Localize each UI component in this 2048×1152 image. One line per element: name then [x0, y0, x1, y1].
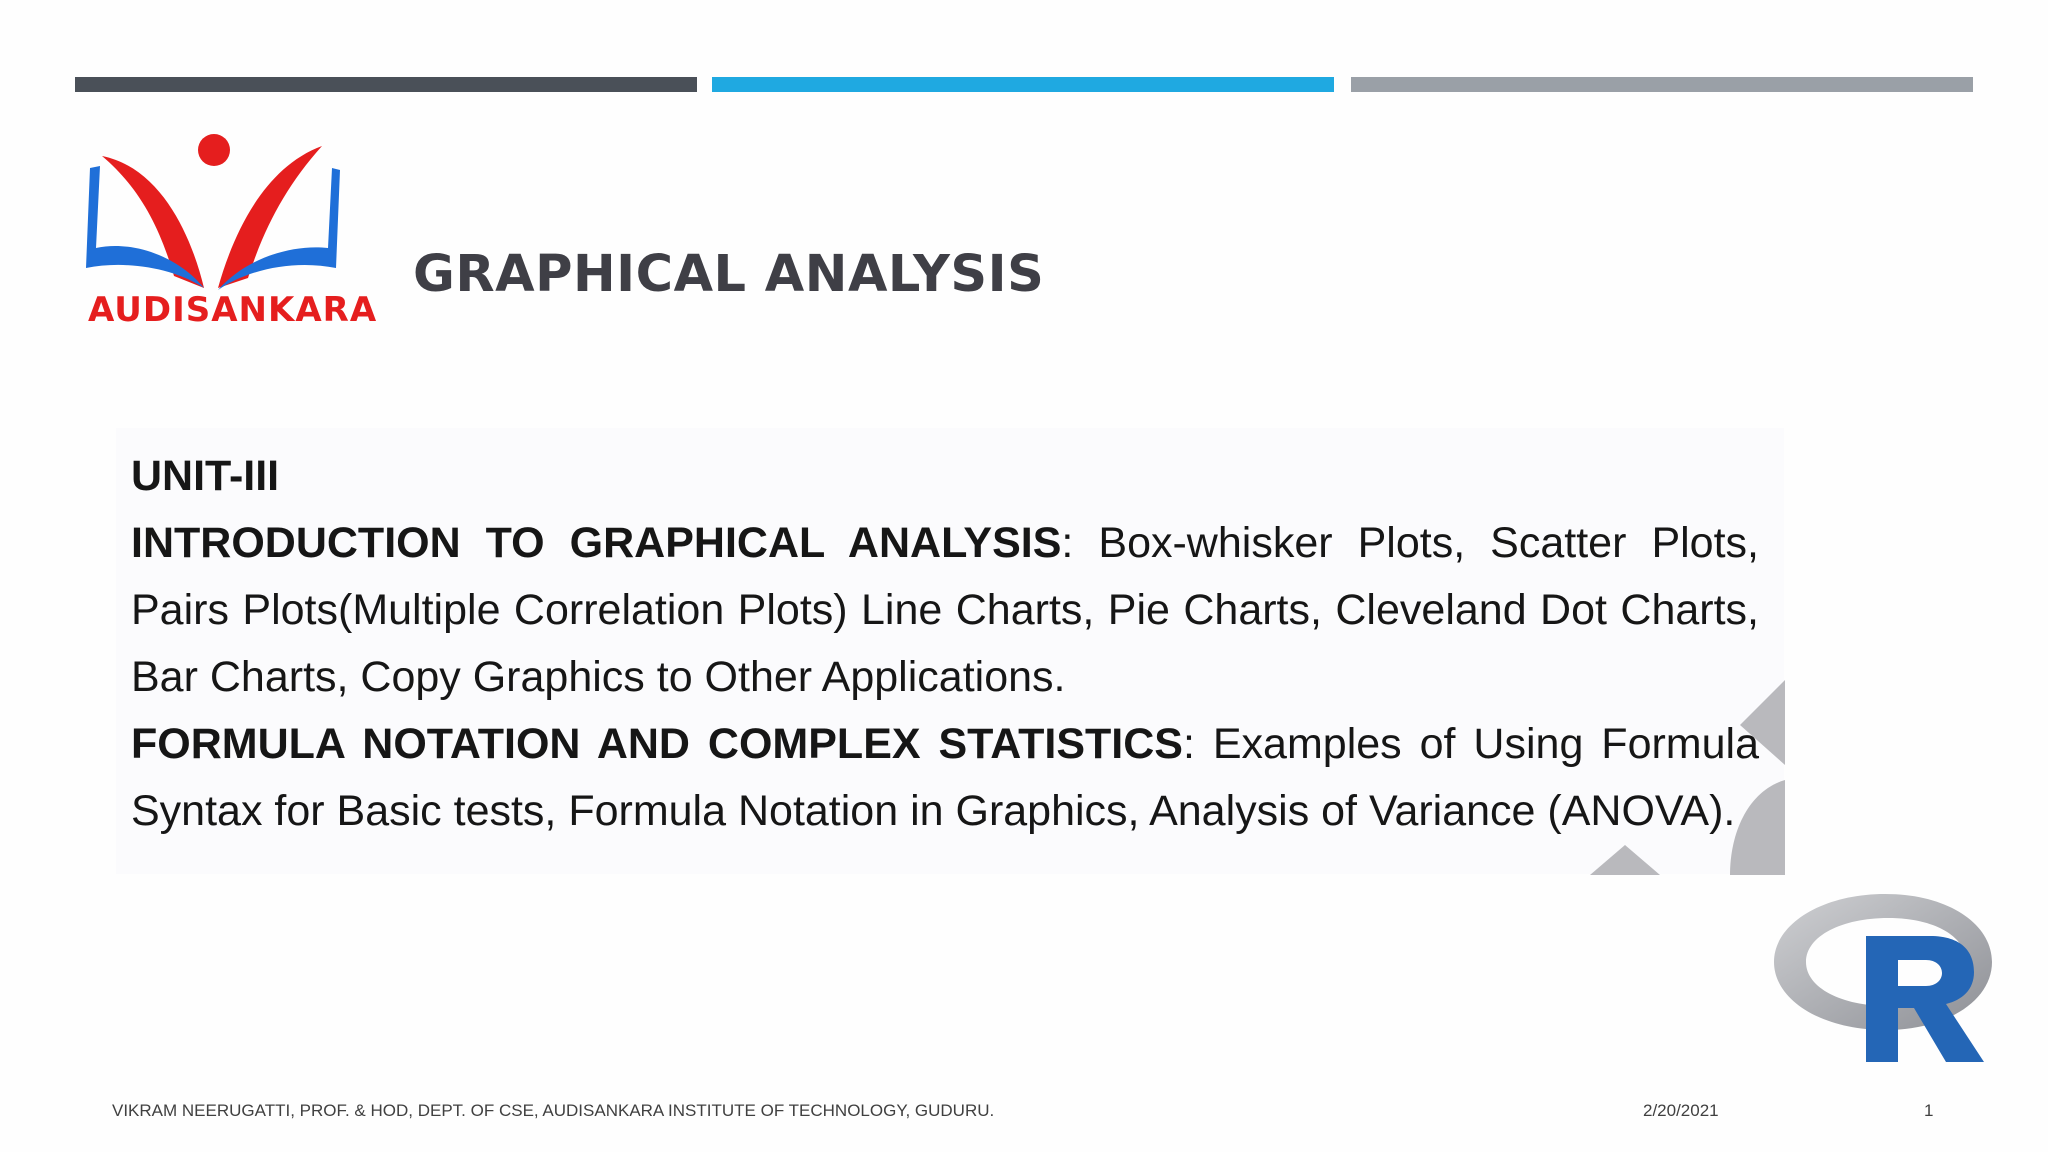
unit-syllabus: [131, 443, 1759, 845]
open-book-person-icon: [82, 128, 358, 298]
accent-bar-blue: [712, 77, 1334, 92]
slide-number: 1: [1924, 1101, 1934, 1120]
r-language-logo-icon: [1770, 888, 2000, 1064]
logo-wordmark: AUDISANKARA: [88, 290, 378, 330]
footer-date: 2/20/2021: [1643, 1101, 1719, 1120]
slide-title: GRAPHICAL ANALYSIS: [413, 245, 1045, 304]
section-topics: : Examples of Using Formula Syntax for Basic tests, Formula Notation in Graphics, Analysis of Variance (ANOVA).: [131, 720, 1760, 835]
accent-bar-gray: [1351, 77, 1973, 92]
footer-author: VIKRAM NEERUGATTI, PROF. & HOD, DEPT. OF CSE, AUDISANKARA INSTITUTE OF TECHNOLOGY, GUDURU.: [112, 1101, 995, 1120]
audisankara-logo: [82, 128, 378, 338]
unit-heading: UNIT-III: [131, 452, 280, 500]
accent-bar-dark: [75, 77, 697, 92]
section-label: INTRODUCTION TO GRAPHICAL ANALYSIS: [131, 519, 1062, 567]
section-formula-notation: [131, 711, 1759, 845]
section-topics: : Box-whisker Plots, Scatter Plots, Pairs Plots(Multiple Correlation Plots) Line Charts, Pie Charts, Cleveland Dot Charts, Bar Charts, Copy Graphics to Other Applications.: [131, 519, 1759, 701]
section-label: FORMULA NOTATION AND COMPLEX STATISTICS: [131, 720, 1183, 768]
section-graphical-analysis: [131, 510, 1759, 711]
